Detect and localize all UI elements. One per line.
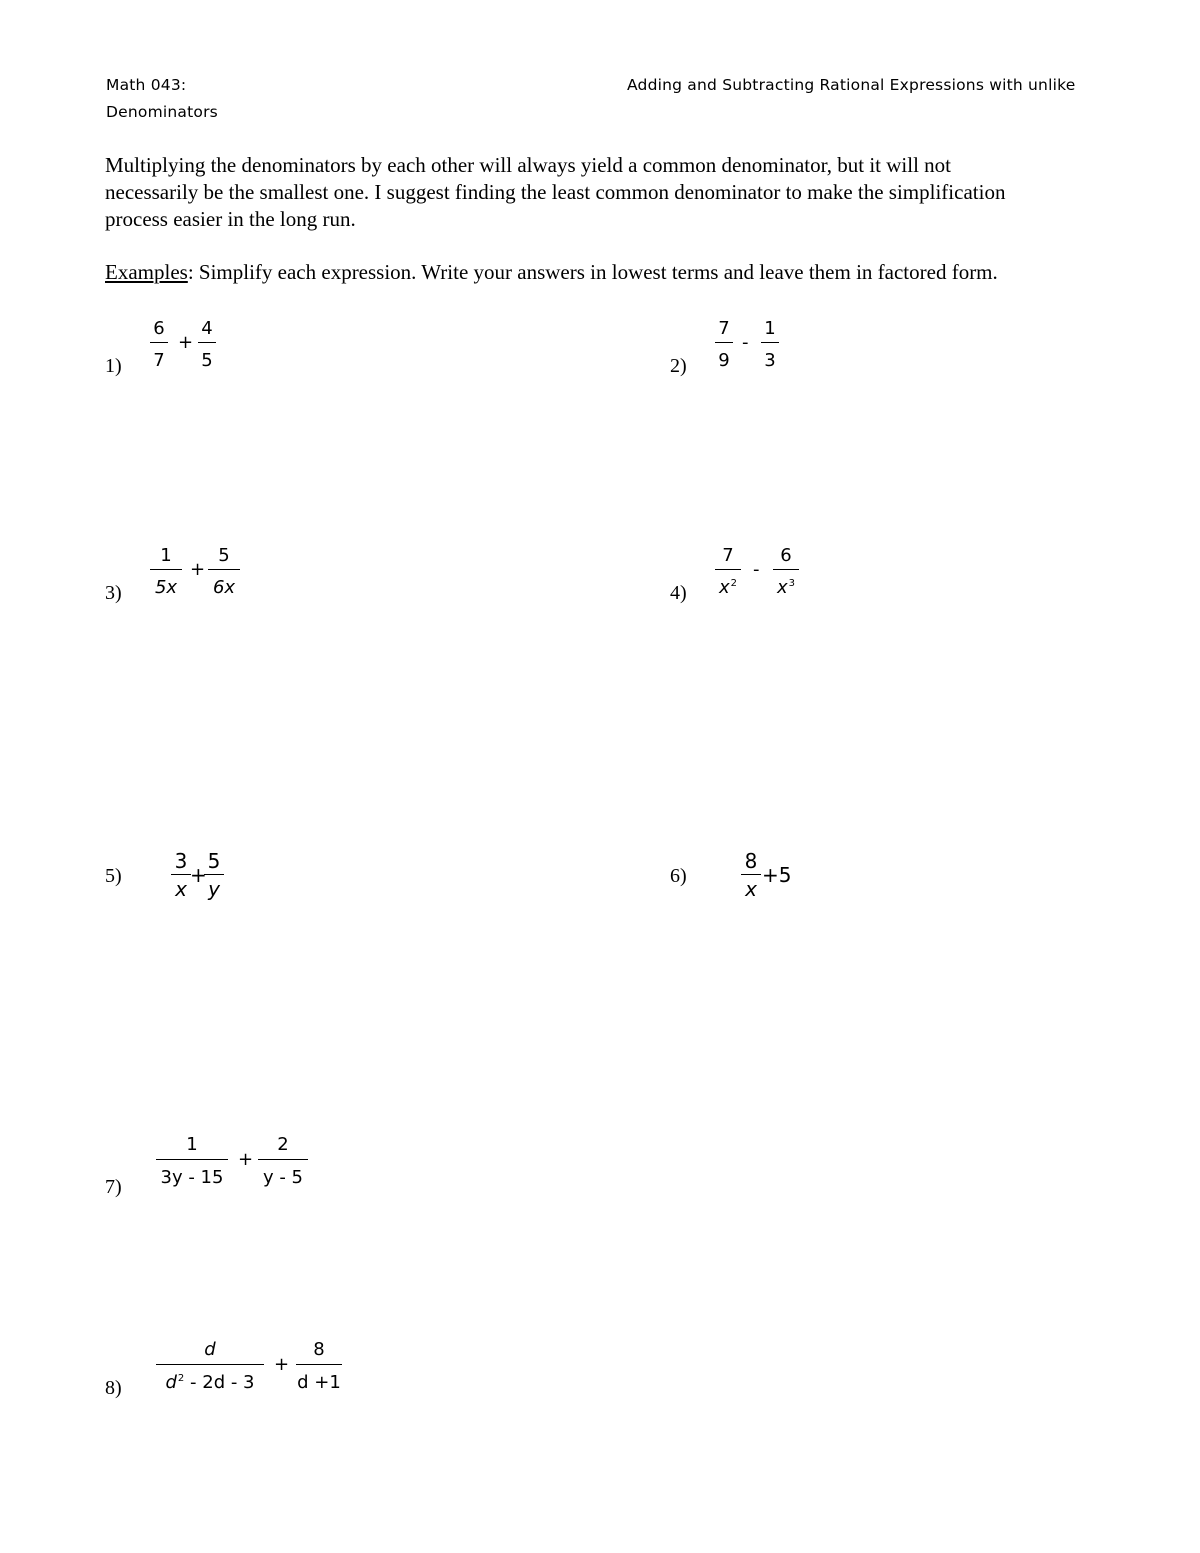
numerator: 7 — [718, 318, 730, 339]
worksheet-topic-continued: Denominators — [106, 103, 218, 121]
problem-number: 6) — [670, 865, 687, 887]
numerator: 4 — [201, 318, 213, 339]
numerator: 1 — [160, 545, 172, 566]
numerator: 1 — [186, 1134, 198, 1155]
fraction-bar — [715, 342, 733, 343]
problem-number: 5) — [105, 865, 122, 887]
denominator: y — [208, 877, 220, 901]
problem-number: 7) — [105, 1176, 122, 1198]
intro-paragraph — [105, 152, 1135, 233]
problem-number: 8) — [105, 1377, 122, 1399]
examples-label: Examples — [105, 260, 188, 284]
numerator: 2 — [277, 1134, 289, 1155]
fraction-bar — [150, 342, 168, 343]
denominator: $d^2 - 2d - 3$ — [165, 1372, 255, 1393]
denominator: 5x — [154, 577, 178, 598]
numerator: 1 — [764, 318, 776, 339]
denominator: 6x — [212, 577, 236, 598]
fraction-bar — [296, 1364, 342, 1365]
denominator: 9 — [718, 350, 730, 371]
operator: + — [190, 559, 206, 580]
denominator: x — [745, 877, 757, 901]
denominator: x — [175, 877, 187, 901]
problem-number: 3) — [105, 582, 122, 604]
fraction-bar — [156, 1364, 264, 1365]
intro-line-1: Multiplying the denominators by each other will always yield a common denominator, but it will not — [105, 153, 952, 177]
operator: - — [753, 559, 760, 580]
numerator: 8 — [313, 1339, 325, 1360]
fraction-bar — [208, 569, 240, 570]
problem-number: 1) — [105, 355, 122, 377]
denominator: $x^3$ — [776, 577, 796, 598]
operator: + — [178, 332, 194, 353]
numerator: d — [204, 1339, 216, 1360]
fraction-bar — [171, 874, 191, 875]
numerator: 5 — [207, 849, 221, 873]
operator: - — [742, 332, 749, 353]
instructions-text: : Simplify each expression. Write your answers in lowest terms and leave them in factored form. — [187, 260, 998, 284]
expression-tail: +5 — [762, 863, 792, 887]
denominator: 5 — [201, 350, 213, 371]
denominator: $x^2$ — [718, 577, 738, 598]
instructions — [105, 259, 1135, 286]
numerator: 7 — [722, 545, 734, 566]
denominator: 3y - 15 — [160, 1167, 224, 1188]
operator: + — [190, 863, 207, 887]
numerator: 3 — [174, 849, 188, 873]
fraction-bar — [761, 342, 779, 343]
expression-4 — [713, 543, 813, 603]
expression-7 — [150, 1132, 330, 1192]
course-title: Math 043: — [106, 76, 187, 94]
fraction-bar — [150, 569, 182, 570]
expression-1 — [148, 316, 228, 376]
operator: + — [238, 1149, 254, 1170]
expression-6 — [740, 849, 810, 909]
fraction-bar — [204, 874, 224, 875]
fraction-bar — [156, 1159, 228, 1160]
fraction-bar — [741, 874, 761, 875]
numerator: 6 — [153, 318, 165, 339]
numerator: 8 — [744, 849, 758, 873]
worksheet-topic: Adding and Subtracting Rational Expressions with unlike — [627, 76, 1076, 94]
expression-2 — [713, 316, 793, 376]
expression-3 — [148, 543, 248, 603]
numerator: 5 — [218, 545, 230, 566]
numerator: 6 — [780, 545, 792, 566]
problem-number: 2) — [670, 355, 687, 377]
denominator: d +1 — [297, 1372, 341, 1393]
denominator: y - 5 — [262, 1167, 304, 1188]
fraction-bar — [258, 1159, 308, 1160]
problem-number: 4) — [670, 582, 687, 604]
denominator: 3 — [764, 350, 776, 371]
fraction-bar — [715, 569, 741, 570]
operator: + — [274, 1354, 290, 1375]
expression-5 — [170, 849, 240, 909]
expression-8 — [150, 1337, 360, 1397]
intro-line-2: necessarily be the smallest one. I suggest finding the least common denominator to make the simplification — [105, 180, 1006, 204]
fraction-bar — [198, 342, 216, 343]
denominator: 7 — [153, 350, 165, 371]
intro-line-3: process easier in the long run. — [105, 207, 356, 231]
fraction-bar — [773, 569, 799, 570]
